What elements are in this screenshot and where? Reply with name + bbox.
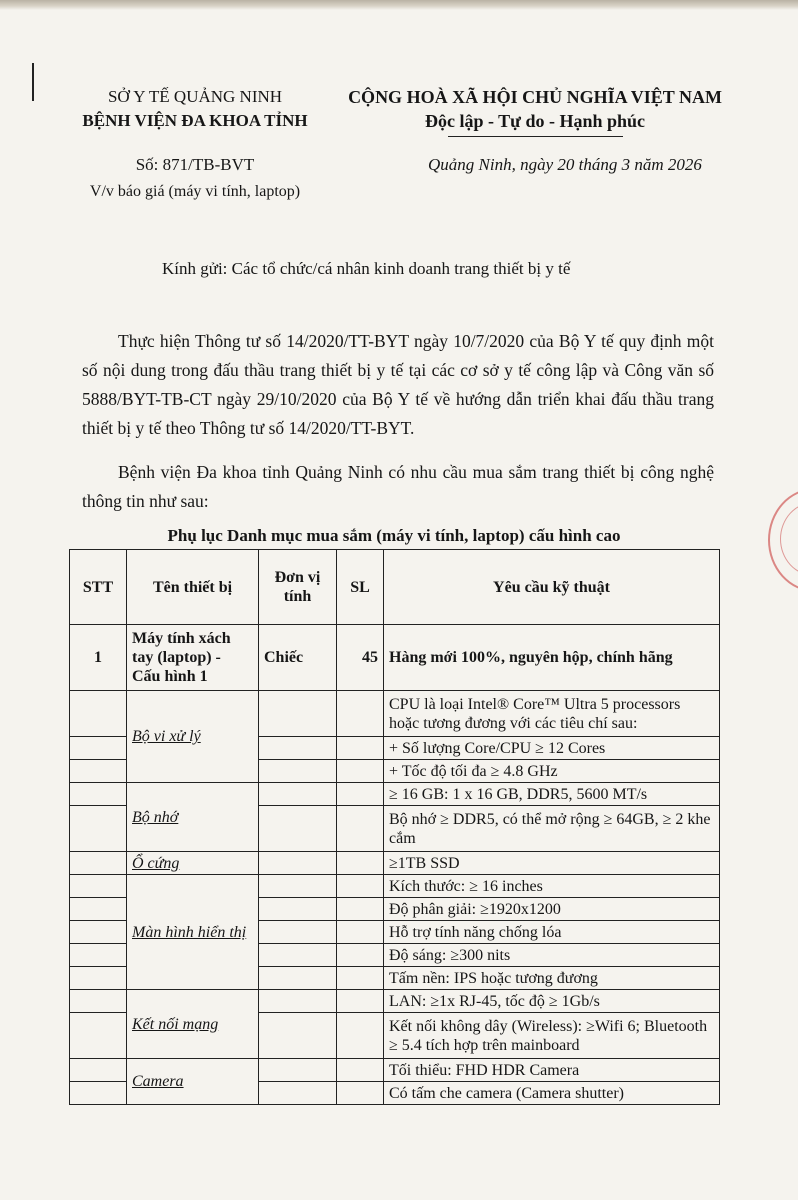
spec-disp-4: Độ sáng: ≥300 nits [384,944,720,967]
header-name: Tên thiết bị [127,550,259,625]
header-spec: Yêu cầu kỹ thuật [384,550,720,625]
issuing-hospital: BỆNH VIỆN ĐA KHOA TỈNH [82,111,308,130]
table-row [70,625,720,691]
document-date: Quảng Ninh, ngày 20 tháng 3 năm 2026 [428,155,702,174]
paragraph-need: Bệnh viện Đa khoa tỉnh Quảng Ninh có nhu cầu mua sắm trang thiết bị công nghệ thông tin như sau: [82,462,714,511]
table-row [70,1059,720,1082]
national-motto: Độc lập - Tự do - Hạnh phúc [424,111,646,131]
paper-top-edge [0,0,798,10]
spec-net-2: Kết nối không dây (Wireless): ≥Wifi 6; Bluetooth ≥ 5.4 tích hợp trên mainboard [384,1013,720,1059]
group-storage: Ổ cứng [127,852,259,875]
document-number: Số: 871/TB-BVT [135,155,255,174]
header-stt: STT [70,550,127,625]
spec-mem-2: Bộ nhớ ≥ DDR5, có thể mở rộng ≥ 64GB, ≥ 2 khe cắm [384,806,720,852]
spec-cam-1: Tối thiểu: FHD HDR Camera [384,1059,720,1082]
spec-disp-2: Độ phân giải: ≥1920x1200 [384,898,720,921]
table-row [70,852,720,875]
paragraph-legal-basis: Thực hiện Thông tư số 14/2020/TT-BYT ngày 10/7/2020 của Bộ Y tế quy định một số nội dung trong đấu thầu trang thiết bị y tế tại các cơ sở y tế công lập và Công văn số 5888/BYT-TB-CT ngày 29/10/2020 của Bộ Y tế về hướng dẫn triển khai đấu thầu trang thiết bị y tế theo Thông tư số 14/2020/TT-BYT. [82,331,714,438]
header-qty: SL [337,550,384,625]
spec-table [69,549,720,1105]
table-title: Phụ lục Danh mục mua sắm (máy vi tính, laptop) cấu hình cao [167,526,621,545]
spec-cam-2: Có tấm che camera (Camera shutter) [384,1082,720,1105]
group-camera: Camera [127,1059,259,1105]
recipient-line: Kính gửi: Các tổ chức/cá nhân kinh doanh trang thiết bị y tế [162,259,571,278]
spec-cpu-1: CPU là loại Intel® Core™ Ultra 5 processors hoặc tương đương với các tiêu chí sau: [384,691,720,737]
spec-mem-1: ≥ 16 GB: 1 x 16 GB, DDR5, 5600 MT/s [384,783,720,806]
group-network: Kết nối mạng [127,990,259,1059]
item-stt: 1 [70,625,127,691]
table-row [70,783,720,806]
spec-disp-5: Tấm nền: IPS hoặc tương đương [384,967,720,990]
national-title: CỘNG HOÀ XÃ HỘI CHỦ NGHĨA VIỆT NAM [348,87,722,107]
red-stamp [768,488,798,592]
spec-disp-3: Hỗ trợ tính năng chống lóa [384,921,720,944]
group-memory: Bộ nhớ [127,783,259,852]
spec-storage-1: ≥1TB SSD [384,852,720,875]
item-spec: Hàng mới 100%, nguyên hộp, chính hãng [384,625,720,691]
table-row [70,990,720,1013]
spec-cpu-2: + Số lượng Core/CPU ≥ 12 Cores [384,737,720,760]
item-name: Máy tính xách tay (laptop) - Cấu hình 1 [127,625,259,691]
group-display: Màn hình hiển thị [127,875,259,990]
red-stamp-inner-ring [780,502,798,576]
spec-cpu-3: + Tốc độ tối đa ≥ 4.8 GHz [384,760,720,783]
header-unit: Đơn vị tính [259,550,337,625]
table-row [70,875,720,898]
group-cpu: Bộ vi xử lý [127,691,259,783]
motto-underline [448,136,623,137]
table-header-row [70,550,720,625]
document-subject: V/v báo giá (máy vi tính, laptop) [89,183,301,200]
item-unit: Chiếc [259,625,337,691]
spec-net-1: LAN: ≥1x RJ-45, tốc độ ≥ 1Gb/s [384,990,720,1013]
spec-disp-1: Kích thước: ≥ 16 inches [384,875,720,898]
margin-mark [32,63,34,101]
issuing-department: SỞ Y TẾ QUẢNG NINH [107,87,283,106]
table-row [70,691,720,737]
item-qty: 45 [337,625,384,691]
